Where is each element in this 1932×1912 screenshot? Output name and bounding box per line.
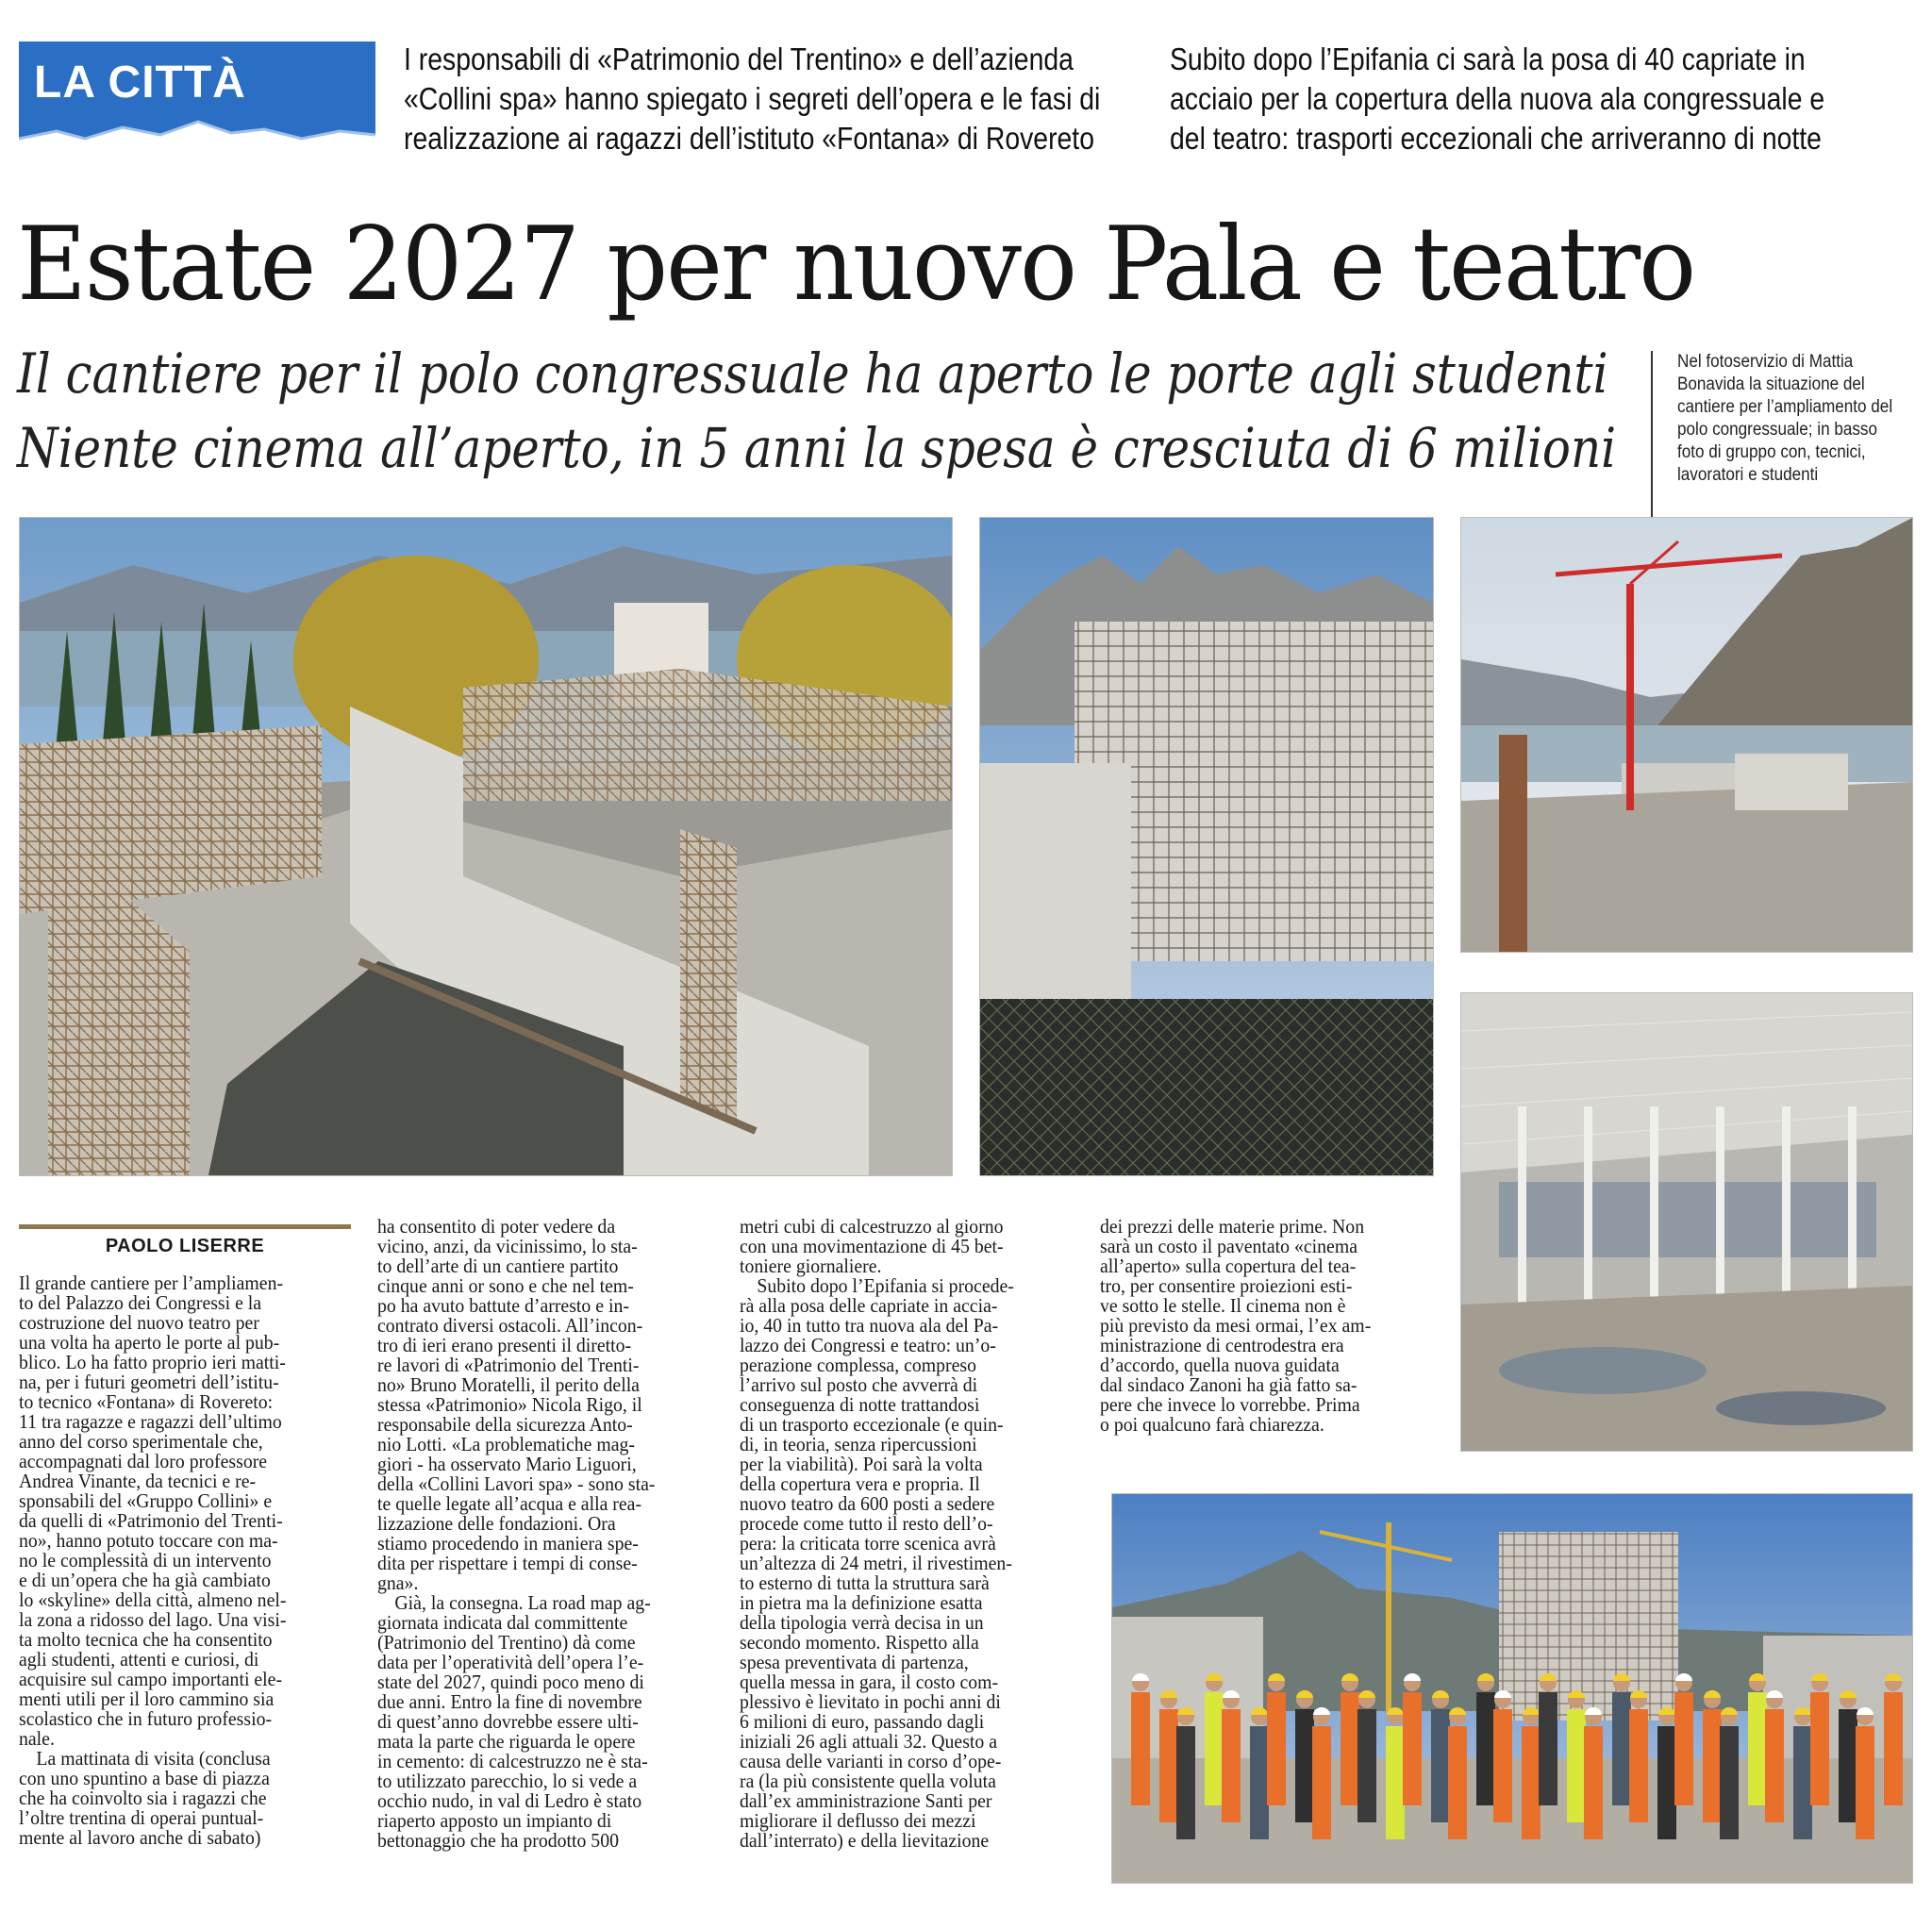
article-line: procede come tutto il resto dell’o- (740, 1512, 993, 1535)
article-line: mente al lavoro anche di sabato) (19, 1826, 261, 1849)
article-line: della copertura vera e propria. Il (740, 1472, 980, 1495)
kicker-line: Subito dopo l’Epifania ci sarà la posa di 40 capriate in (1170, 42, 1806, 76)
article-line: no», hanno potuto toccare con ma- (19, 1529, 278, 1552)
article-line: di, in teoria, senza ripercussioni (740, 1433, 977, 1455)
article-line: riaperto apposto un impianto di (377, 1809, 612, 1832)
article-line: contrato diversi ostacoli. All’incon- (377, 1314, 643, 1337)
article-line: Già, la consegna. La road map ag- (394, 1591, 651, 1614)
photo-construction-aerial (19, 517, 953, 1176)
article-line: occhio nudo, in val di Ledro è stato (377, 1789, 642, 1812)
article-line: della tipologia verrà decisa in un (740, 1611, 984, 1634)
article-line: to del Palazzo dei Congressi e la (19, 1291, 262, 1314)
article-line: iniziali 26 agli attuali 32. Questo a (740, 1730, 998, 1753)
article-line: stessa «Patrimonio» Nicola Rigo, il (377, 1393, 642, 1416)
caption-line: Bonavida la situazione del (1677, 374, 1865, 394)
article-line: menti utili per il loro cammino sia (19, 1688, 275, 1710)
article-line: 11 tra ragazze e ragazzi dell’ultimo (19, 1410, 282, 1433)
article-line: dei prezzi delle materie prime. Non (1100, 1215, 1365, 1238)
article-line: agli studenti, attenti e curiosi, di (19, 1648, 259, 1671)
article-line: responsabile della sicurezza Anto- (377, 1413, 633, 1436)
article-line: vicino, anzi, da vicinissimo, lo sta- (377, 1235, 638, 1257)
article-line: per la viabilità). Poi sarà la volta (740, 1453, 983, 1475)
article-line: cinque anni or sono e che nel tem- (377, 1274, 634, 1297)
photo-interior-columns (1460, 992, 1913, 1452)
article-column-1 (19, 1273, 286, 1848)
article-line: to dell’arte di un cantiere partito (377, 1255, 619, 1277)
article-line: costruzione del nuovo teatro per (19, 1311, 259, 1334)
caption-line: polo congressuale; in basso (1677, 420, 1877, 440)
headline: Estate 2027 per nuovo Pala e teatro (17, 206, 1695, 324)
article-line: lo «skyline» della città, almeno nel- (19, 1588, 287, 1611)
article-line: plessivo è lievitato in pochi anni di (740, 1690, 1001, 1713)
article-line: l’oltre trentina di operai puntual- (19, 1806, 264, 1829)
article-line: di un trasporto eccezionale (e quin- (740, 1413, 1004, 1436)
article-line: d’accordo, quella nuova guidata (1100, 1354, 1340, 1376)
article-line: pere che invece lo vorrebbe. Prima (1100, 1393, 1360, 1416)
photo-scaffolding-mountains (979, 517, 1434, 1176)
article-line: causa delle varianti in corso d’ope- (740, 1750, 1002, 1772)
article-line: accompagnati dal loro professore (19, 1450, 268, 1472)
article-column-2 (377, 1217, 655, 1851)
byline: PAOLO LISERRE (105, 1236, 265, 1256)
kicker-line: I responsabili di «Patrimonio del Trentino» e dell’azienda (404, 42, 1074, 76)
article-line: quella messa in gara, il costo com- (740, 1671, 999, 1693)
article-line: ministrazione di centrodestra era (1100, 1334, 1344, 1356)
kicker-line: realizzazione ai ragazzi dell’istituto «Fontana» di Rovereto (404, 121, 1094, 156)
article-line: na, per i futuri geometri dell’istitu- (19, 1371, 279, 1393)
article-column-3 (740, 1217, 1014, 1851)
article-line: dall’ex amministrazione Santi per (740, 1789, 992, 1812)
subhead-line-2: Niente cinema all’aperto, in 5 anni la spesa è cresciuta di 6 milioni (17, 416, 1617, 480)
article-line: o poi qualcuno farà chiarezza. (1100, 1413, 1324, 1436)
article-line: con uno spuntino a base di piazza (19, 1767, 270, 1789)
article-line: pera: la criticata torre scenica avrà (740, 1532, 996, 1555)
article-line: la zona a ridosso del lago. Una visi- (19, 1608, 287, 1631)
article-line: io, 40 in tutto tra nuova ala del Pa- (740, 1314, 999, 1337)
article-line: no» Bruno Moratelli, il perito della (377, 1373, 640, 1396)
caption-line: Nel fotoservizio di Mattia (1677, 352, 1854, 372)
article-line: che ha coinvolto sia i ragazzi che (19, 1787, 267, 1809)
article-line: giornata indicata dal committente (377, 1611, 628, 1634)
article-line: blico. Lo ha fatto proprio ieri matti- (19, 1351, 286, 1373)
caption-line: foto di gruppo con, tecnici, (1677, 442, 1866, 462)
article-line: di quest’anno dovrebbe essere ulti- (377, 1710, 639, 1733)
article-line: due anni. Entro la fine di novembre (377, 1690, 642, 1713)
article-line: to tecnico «Fontana» di Rovereto: (19, 1390, 274, 1413)
kicker-right (1170, 40, 1824, 158)
article-line: anno del corso sperimentale che, (19, 1430, 263, 1453)
kicker-left (404, 40, 1100, 158)
article-line: una volta ha aperto le porte al pub- (19, 1331, 280, 1354)
article-line: (Patrimonio del Trentino) dà come (377, 1631, 636, 1654)
article-line: te quelle legate all’acqua e alla rea- (377, 1492, 642, 1515)
article-line: dita per rispettare i tempi di conse- (377, 1552, 638, 1574)
article-line: in cemento: di calcestruzzo ne è sta- (377, 1750, 648, 1772)
article-line: sarà un costo il paventato «cinema (1100, 1235, 1357, 1257)
article-line: con una movimentazione di 45 bet- (740, 1235, 1004, 1257)
article-line: l’arrivo sul posto che avverrà di (740, 1373, 978, 1396)
article-line: tro di ieri erano presenti il diretto- (377, 1334, 632, 1356)
article-line: migliorare il deflusso dei mezzi (740, 1809, 976, 1832)
article-line: data per l’operatività dell’opera l’e- (377, 1651, 644, 1673)
article-line: in pietra ma la definizione esatta (740, 1591, 983, 1614)
article-line: perazione complessa, compreso (740, 1354, 977, 1376)
section-tag (19, 42, 375, 162)
article-line: bettonaggio che ha prodotto 500 (377, 1829, 619, 1852)
byline-rule (19, 1224, 351, 1229)
article-line: della «Collini Lavori spa» - sono sta- (377, 1472, 656, 1495)
article-line: nuovo teatro da 600 posti a sedere (740, 1492, 995, 1515)
article-line: nale. (19, 1727, 55, 1750)
article-line: ra (la più consistente quella voluta (740, 1770, 996, 1792)
article-line: mata la parte che riguarda le opere (377, 1730, 636, 1753)
kicker-line: acciaio per la copertura della nuova ala congressuale e (1170, 81, 1825, 116)
caption-line: cantiere per l’ampliamento del (1677, 397, 1893, 417)
article-line: lizzazione delle fondazioni. Ora (377, 1512, 616, 1535)
article-line: 6 milioni di euro, passando dagli (740, 1710, 985, 1733)
article-line: state del 2027, quindi poco meno di (377, 1671, 644, 1693)
article-line: tro, per consentire proiezioni esti- (1100, 1274, 1353, 1297)
article-line: da quelli di «Patrimonio del Trenti- (19, 1509, 283, 1532)
article-line: no le complessità di un intervento (19, 1549, 272, 1571)
article-line: spesa preventivata di partenza, (740, 1651, 969, 1673)
article-line: La mattinata di visita (conclusa (36, 1747, 271, 1770)
photo-group-workers-students (1111, 1493, 1913, 1884)
article-line: ve sotto le stelle. Il cinema non è (1100, 1294, 1346, 1317)
article-line: secondo momento. Rispetto alla (740, 1631, 979, 1654)
article-line: toniere giornaliere. (740, 1255, 882, 1277)
article-line: rà alla posa delle capriate in accia- (740, 1294, 998, 1317)
article-line: un’altezza di 24 metri, il rivestimen- (740, 1552, 1012, 1574)
article-line: sponsabili del «Gruppo Collini» e (19, 1489, 273, 1512)
article-line: all’aperto» sulla copertura del tea- (1100, 1255, 1357, 1277)
caption-rule (1651, 351, 1653, 517)
article-line: Il grande cantiere per l’ampliamen- (19, 1272, 284, 1294)
article-line: ha consentito di poter vedere da (377, 1215, 616, 1238)
article-line: Andrea Vinante, da tecnici e re- (19, 1470, 257, 1492)
article-line: to utilizzato parecchio, lo si vede a (377, 1770, 638, 1792)
photo-caption (1677, 351, 1932, 487)
article-column-4 (1100, 1217, 1371, 1435)
article-line: più previsto da mesi ormai, l’ex am- (1100, 1314, 1372, 1337)
article-line: to esterno di tutta la struttura sarà (740, 1571, 990, 1594)
article-line: re lavori di «Patrimonio del Trenti- (377, 1354, 640, 1376)
kicker-line: del teatro: trasporti eccezionali che arriveranno di notte (1170, 121, 1822, 156)
article-line: dall’interrato) e della lievitazione (740, 1829, 990, 1852)
caption-line: lavoratori e studenti (1677, 465, 1819, 485)
kicker-line: «Collini spa» hanno spiegato i segreti dell’opera e le fasi di (404, 81, 1101, 116)
article-line: conseguenza di notte trattandosi (740, 1393, 980, 1416)
article-line: acquisire sul campo importanti ele- (19, 1668, 283, 1690)
article-line: ta molto tecnica che ha consentito (19, 1628, 273, 1651)
article-line: po ha avuto battute d’arresto e in- (377, 1294, 629, 1317)
article-line: stiamo procedendo in maniera spe- (377, 1532, 639, 1555)
article-line: lazzo dei Congressi e teatro: un’o- (740, 1334, 996, 1356)
article-line: scolastico che in futuro professio- (19, 1707, 273, 1730)
photo-crane-lake (1460, 517, 1913, 953)
section-label: LA CITTÀ (34, 58, 246, 108)
article-line: dal sindaco Zanoni ha già fatto sa- (1100, 1373, 1357, 1396)
article-line: Subito dopo l’Epifania si procede- (757, 1274, 1014, 1297)
torn-paper-edge (19, 110, 375, 162)
article-line: giori - ha osservato Mario Liguori, (377, 1453, 637, 1475)
article-line: e di un’opera che ha già cambiato (19, 1569, 271, 1591)
article-line: gna». (377, 1571, 419, 1594)
article-line: nio Lotti. «La problematiche mag- (377, 1433, 635, 1455)
article-line: metri cubi di calcestruzzo al giorno (740, 1215, 1004, 1238)
subhead-line-1: Il cantiere per il polo congressuale ha aperto le porte agli studenti (17, 341, 1608, 406)
